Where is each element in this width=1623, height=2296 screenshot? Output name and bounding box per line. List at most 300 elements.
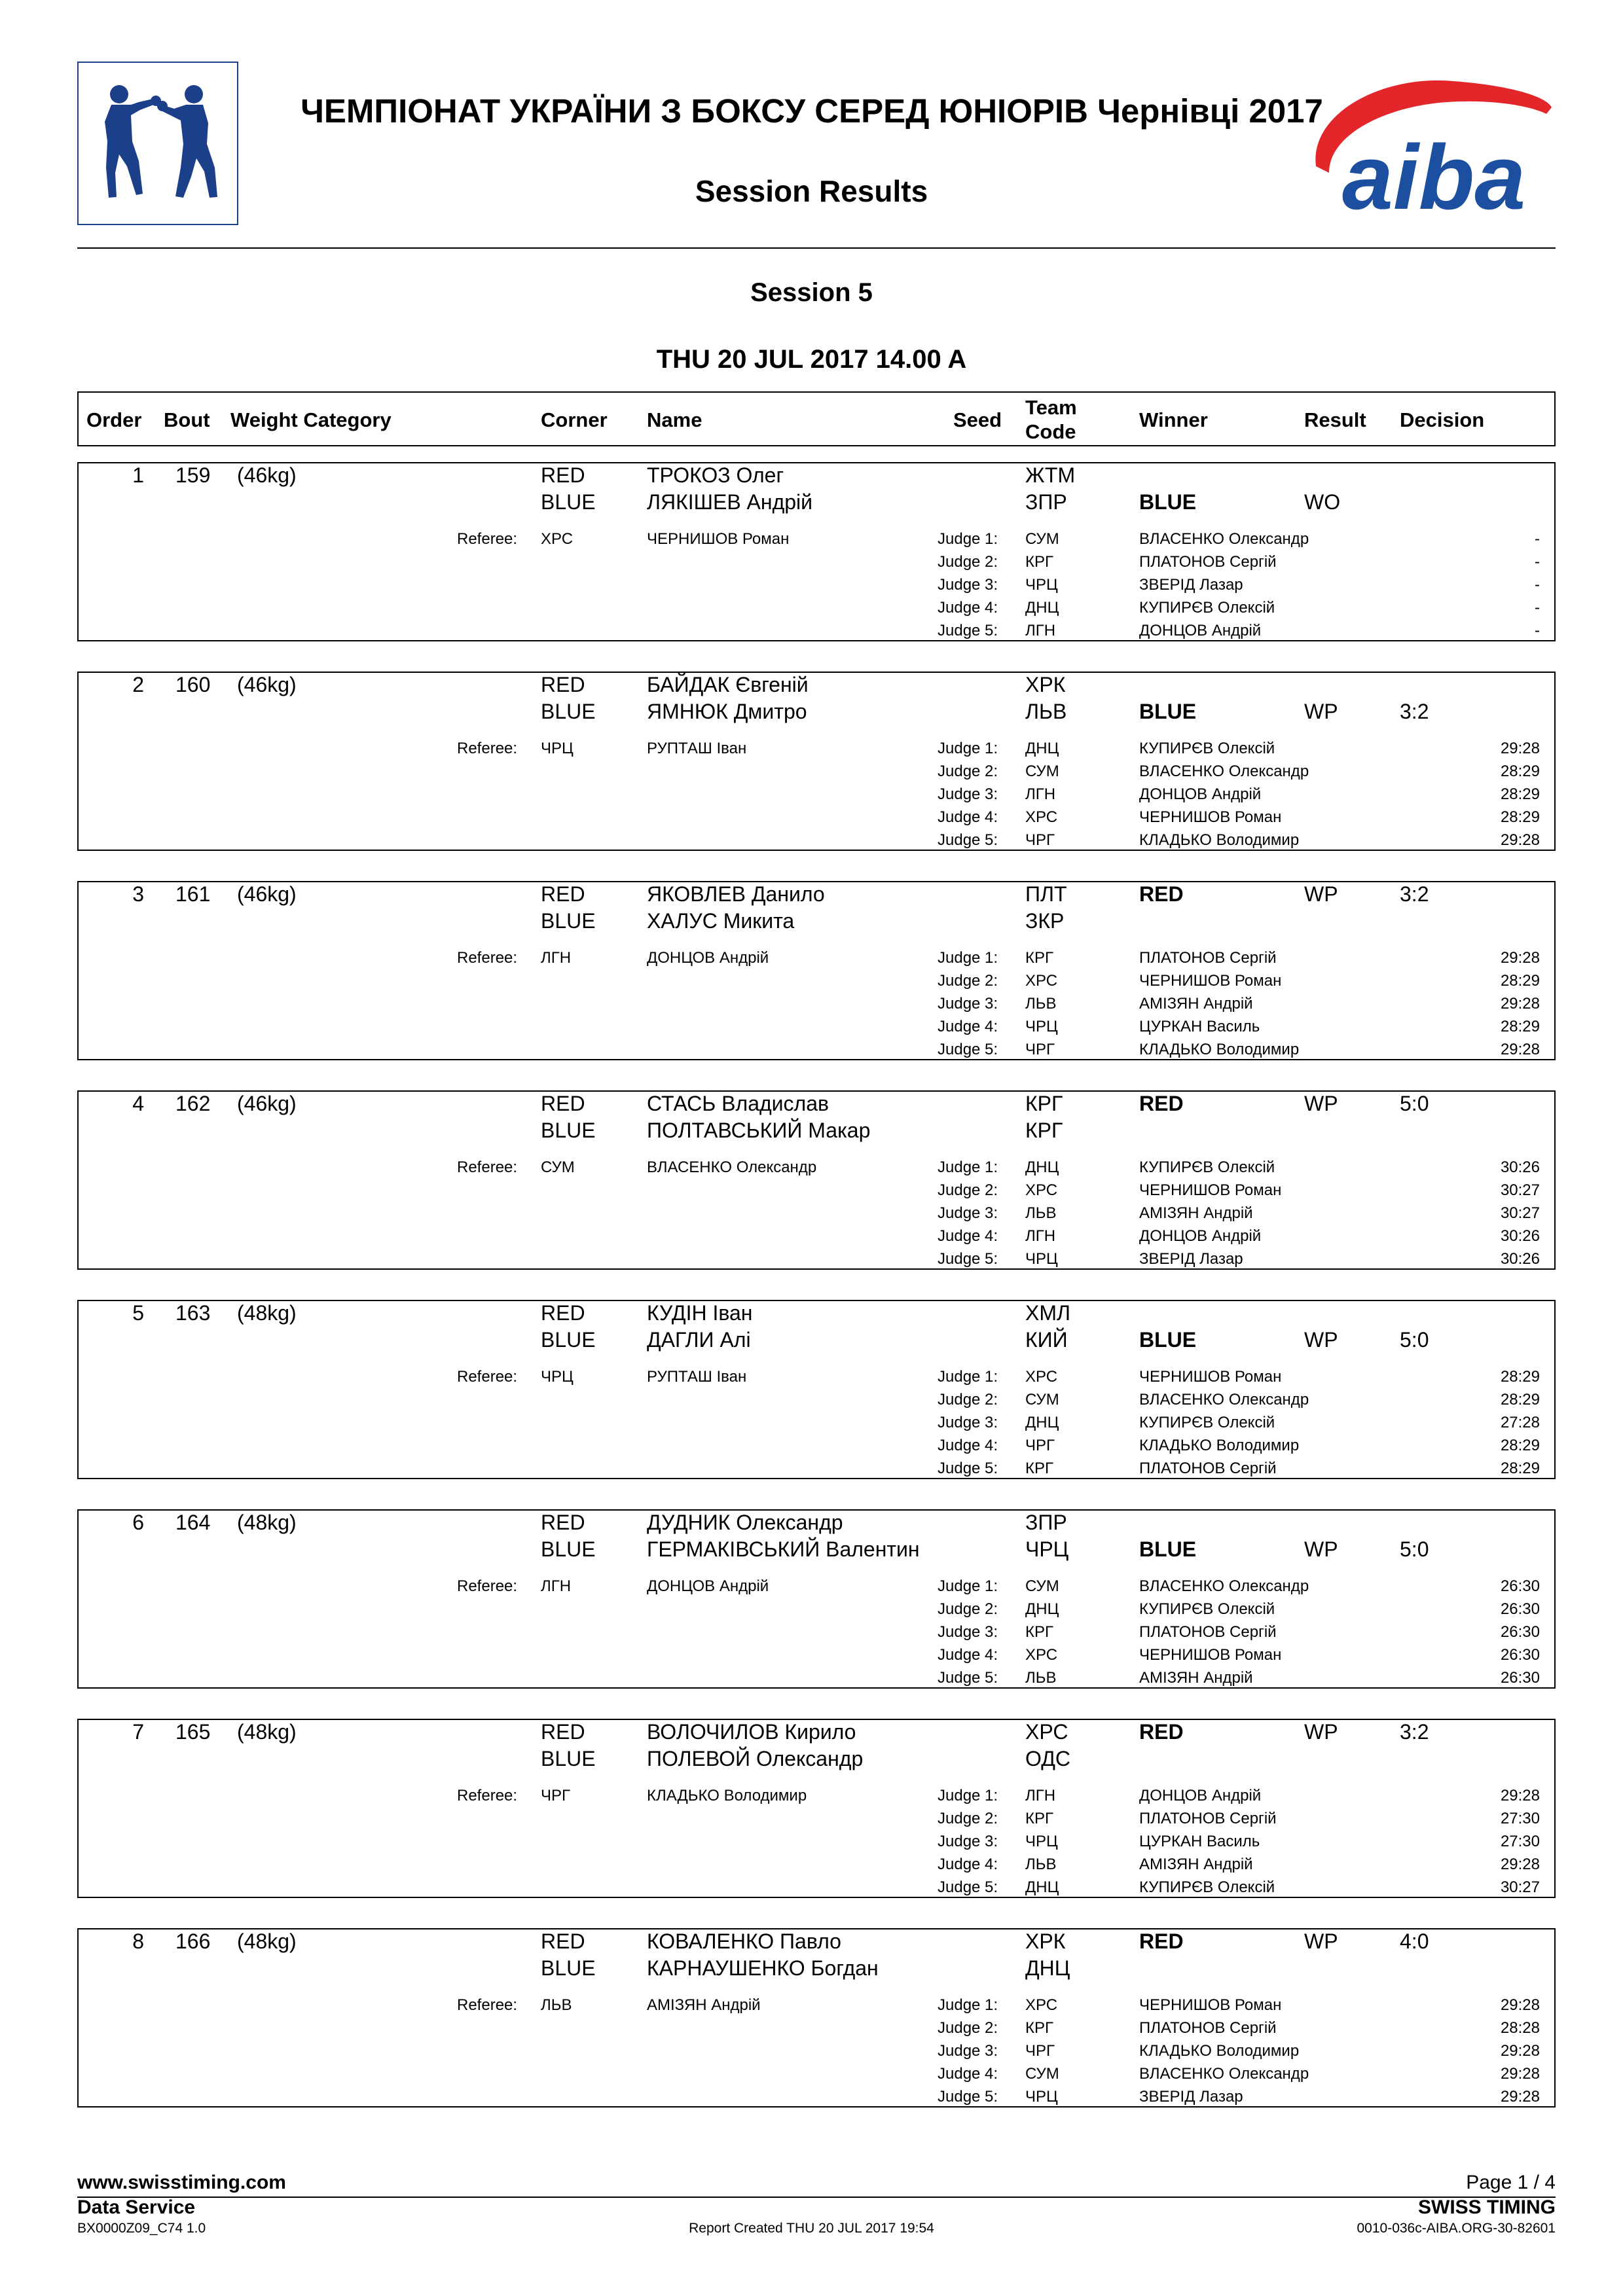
blue-team-code: КИЙ (1025, 1328, 1068, 1352)
red-team-code: КРГ (1025, 1092, 1063, 1115)
corner-blue: BLUE (541, 700, 596, 723)
judge-team: ЧРГ (1025, 1437, 1055, 1454)
judge-score: 29:28 (1500, 740, 1540, 757)
red-team-code: ХРС (1025, 1720, 1068, 1744)
blue-boxer-name: ЛЯКІШЕВ Андрій (647, 490, 813, 514)
judge-team: ДНЦ (1025, 599, 1059, 617)
col-name: Name (647, 408, 702, 431)
judge-team: СУМ (1025, 530, 1059, 548)
judge-score: 28:29 (1500, 1018, 1540, 1035)
bout-number: 161 (175, 882, 211, 906)
red-team-code: ХРК (1025, 673, 1066, 696)
corner-blue: BLUE (541, 909, 596, 933)
judge-label: Judge 3: (938, 785, 998, 803)
footer-url[interactable]: www.swisstiming.com (77, 2172, 286, 2193)
judge-team: СУМ (1025, 1391, 1059, 1408)
judge-team: ЧРЦ (1025, 1250, 1058, 1268)
judge-name: ДОНЦОВ Андрій (1139, 1227, 1262, 1245)
bout-block (77, 672, 1556, 851)
red-boxer-name: ЯКОВЛЕВ Данило (647, 882, 825, 906)
result: WP (1304, 1092, 1338, 1115)
decision: 4:0 (1400, 1929, 1429, 1953)
bout-number: 165 (175, 1720, 211, 1744)
judge-name: ПЛАТОНОВ Сергій (1139, 2019, 1277, 2037)
judge-name: ЗВЕРІД Лазар (1139, 1250, 1243, 1268)
bout-order: 2 (132, 673, 144, 696)
result: WP (1304, 700, 1338, 723)
bout-block (77, 1509, 1556, 1689)
corner-red: RED (541, 673, 585, 696)
red-team-code: ХМЛ (1025, 1301, 1070, 1325)
judge-score: 28:29 (1500, 1437, 1540, 1454)
judge-score: 28:29 (1500, 785, 1540, 803)
red-team-code: ЖТМ (1025, 463, 1076, 487)
judge-score: 29:28 (1500, 949, 1540, 967)
judge-team: ЛЬВ (1025, 1669, 1057, 1687)
bout-weight: (48kg) (237, 1720, 297, 1744)
judge-name: ВЛАСЕНКО Олександр (1139, 1577, 1309, 1595)
col-weight: Weight Category (230, 408, 392, 431)
decision: 5:0 (1400, 1092, 1429, 1115)
judge-label: Judge 2: (938, 553, 998, 571)
referee-team: ЧРЦ (541, 1368, 574, 1386)
blue-team-code: ЧРЦ (1025, 1537, 1069, 1561)
corner-blue: BLUE (541, 1119, 596, 1142)
blue-boxer-name: ЯМНЮК Дмитро (647, 700, 807, 723)
judge-name: ДОНЦОВ Андрій (1139, 785, 1262, 803)
judge-label: Judge 1: (938, 1368, 998, 1386)
referee-team: ЛГН (541, 949, 572, 967)
judge-label: Judge 5: (938, 1041, 998, 1058)
judge-score: 29:28 (1500, 831, 1540, 849)
judge-score: 29:28 (1500, 2088, 1540, 2106)
judge-team: ЛГН (1025, 1787, 1056, 1804)
judge-label: Judge 5: (938, 1250, 998, 1268)
judge-team: ЛЬВ (1025, 995, 1057, 1013)
judge-name: ВЛАСЕНКО Олександр (1139, 530, 1309, 548)
judge-score: 28:29 (1500, 762, 1540, 780)
referee-name: АМІЗЯН Андрій (647, 1996, 761, 2014)
judge-label: Judge 1: (938, 949, 998, 967)
referee-name: ЧЕРНИШОВ Роман (647, 530, 790, 548)
judge-label: Judge 5: (938, 1878, 998, 1896)
judge-label: Judge 2: (938, 1181, 998, 1199)
judge-score: - (1535, 622, 1540, 639)
judge-team: ЧРЦ (1025, 576, 1058, 594)
bout-order: 6 (132, 1511, 144, 1534)
result: WP (1304, 1328, 1338, 1352)
judge-label: Judge 2: (938, 1810, 998, 1827)
judge-team: ЛГН (1025, 1227, 1056, 1245)
bout-number: 162 (175, 1092, 211, 1115)
footer-report-created: Report Created THU 20 JUL 2017 19:54 (689, 2221, 934, 2236)
bout-weight: (48kg) (237, 1301, 297, 1325)
judge-score: 30:26 (1500, 1227, 1540, 1245)
winner: RED (1139, 1092, 1184, 1115)
judge-score: 28:29 (1500, 1368, 1540, 1386)
decision: 3:2 (1400, 882, 1429, 906)
corner-red: RED (541, 1720, 585, 1744)
corner-red: RED (541, 1929, 585, 1953)
judge-label: Judge 2: (938, 1391, 998, 1408)
col-order: Order (86, 408, 142, 431)
bout-weight: (48kg) (237, 1511, 297, 1534)
referee-name: ВЛАСЕНКО Олександр (647, 1158, 817, 1176)
judge-score: - (1535, 530, 1540, 548)
referee-team: ЛГН (541, 1577, 572, 1595)
judge-score: 26:30 (1500, 1646, 1540, 1664)
blue-team-code: ЗКР (1025, 909, 1065, 933)
referee-label: Referee: (457, 530, 518, 548)
judge-team: СУМ (1025, 762, 1059, 780)
judge-label: Judge 2: (938, 1600, 998, 1618)
winner: RED (1139, 1720, 1184, 1744)
judge-team: СУМ (1025, 2065, 1059, 2083)
judge-label: Judge 5: (938, 831, 998, 849)
judge-team: КРГ (1025, 1623, 1053, 1641)
judge-name: АМІЗЯН Андрій (1139, 1204, 1253, 1222)
bout-weight: (48kg) (237, 1929, 297, 1953)
winner: BLUE (1139, 490, 1197, 514)
corner-red: RED (541, 1511, 585, 1534)
judge-team: ДНЦ (1025, 1600, 1059, 1618)
judge-label: Judge 3: (938, 1204, 998, 1222)
blue-team-code: ОДС (1025, 1747, 1070, 1770)
corner-blue: BLUE (541, 1328, 596, 1352)
decision: 5:0 (1400, 1537, 1429, 1561)
blue-boxer-name: КАРНАУШЕНКО Богдан (647, 1956, 879, 1980)
bout-number: 159 (175, 463, 211, 487)
result: WP (1304, 1537, 1338, 1561)
blue-boxer-name: ГЕРМАКІВСЬКИЙ Валентин (647, 1537, 920, 1561)
bout-order: 7 (132, 1720, 144, 1744)
bout-order: 5 (132, 1301, 144, 1325)
judge-score: 29:28 (1500, 1856, 1540, 1873)
bout-block (77, 1928, 1556, 2108)
judge-team: ЧРГ (1025, 1041, 1055, 1058)
red-boxer-name: ВОЛОЧИЛОВ Кирило (647, 1720, 856, 1744)
judge-name: ЧЕРНИШОВ Роман (1139, 1996, 1282, 2014)
judge-name: КУПИРЄВ Олексій (1139, 599, 1275, 617)
judge-name: ВЛАСЕНКО Олександр (1139, 762, 1309, 780)
referee-team: ХРС (541, 530, 574, 548)
referee-name: ДОНЦОВ Андрій (647, 949, 769, 967)
judge-team: ЧРЦ (1025, 1018, 1058, 1035)
judge-team: ХРС (1025, 1181, 1058, 1199)
col-result: Result (1304, 408, 1366, 431)
blue-team-code: ЛЬВ (1025, 700, 1067, 723)
judge-label: Judge 3: (938, 1414, 998, 1431)
table-header (77, 391, 1556, 446)
judge-score: - (1535, 576, 1540, 594)
referee-label: Referee: (457, 1368, 518, 1386)
judge-name: ЗВЕРІД Лазар (1139, 2088, 1243, 2106)
judge-team: КРГ (1025, 1810, 1053, 1827)
bout-order: 1 (132, 463, 144, 487)
corner-red: RED (541, 882, 585, 906)
judge-name: КЛАДЬКО Володимир (1139, 831, 1300, 849)
blue-boxer-name: ДАГЛИ Алі (647, 1328, 751, 1352)
judge-score: 30:27 (1500, 1878, 1540, 1896)
judge-team: ЧРЦ (1025, 2088, 1058, 2106)
corner-blue: BLUE (541, 490, 596, 514)
bout-number: 164 (175, 1511, 211, 1534)
judge-label: Judge 3: (938, 576, 998, 594)
judge-name: КУПИРЄВ Олексій (1139, 1878, 1275, 1896)
red-team-code: ХРК (1025, 1929, 1066, 1953)
judge-label: Judge 4: (938, 2065, 998, 2083)
referee-label: Referee: (457, 740, 518, 757)
judge-label: Judge 2: (938, 2019, 998, 2037)
bout-order: 8 (132, 1929, 144, 1953)
judge-team: ДНЦ (1025, 1158, 1059, 1176)
bout-number: 163 (175, 1301, 211, 1325)
footer-page: Page 1 / 4 (1466, 2172, 1556, 2193)
judge-name: ВЛАСЕНКО Олександр (1139, 1391, 1309, 1408)
corner-blue: BLUE (541, 1956, 596, 1980)
judge-name: ЧЕРНИШОВ Роман (1139, 1368, 1282, 1386)
judge-score: 26:30 (1500, 1623, 1540, 1641)
judge-score: 29:28 (1500, 2065, 1540, 2083)
result: WP (1304, 1929, 1338, 1953)
judge-team: КРГ (1025, 2019, 1053, 2037)
judge-score: 28:29 (1500, 972, 1540, 990)
judge-name: ПЛАТОНОВ Сергій (1139, 553, 1277, 571)
red-boxer-name: ТРОКОЗ Олег (647, 463, 784, 487)
judge-score: 30:26 (1500, 1158, 1540, 1176)
judge-name: АМІЗЯН Андрій (1139, 1856, 1253, 1873)
judge-name: ЦУРКАН Василь (1139, 1018, 1260, 1035)
judge-label: Judge 1: (938, 530, 998, 548)
judge-name: ЧЕРНИШОВ Роман (1139, 1646, 1282, 1664)
col-corner: Corner (541, 408, 608, 431)
footer-doc-code: BX0000Z09_C74 1.0 (77, 2221, 206, 2236)
bout-weight: (46kg) (237, 673, 297, 696)
judge-team: ХРС (1025, 972, 1058, 990)
judge-label: Judge 3: (938, 1833, 998, 1850)
judge-team: КРГ (1025, 1460, 1053, 1477)
bout-weight: (46kg) (237, 1092, 297, 1115)
referee-name: ДОНЦОВ Андрій (647, 1577, 769, 1595)
judge-label: Judge 1: (938, 1787, 998, 1804)
judge-score: 28:29 (1500, 1460, 1540, 1477)
judge-name: КУПИРЄВ Олексій (1139, 1414, 1275, 1431)
judge-label: Judge 4: (938, 1227, 998, 1245)
referee-name: КЛАДЬКО Володимир (647, 1787, 807, 1804)
judge-team: ХРС (1025, 1996, 1058, 2014)
judge-name: АМІЗЯН Андрій (1139, 1669, 1253, 1687)
winner: BLUE (1139, 1328, 1197, 1352)
blue-team-code: ДНЦ (1025, 1956, 1070, 1980)
bout-weight: (46kg) (237, 882, 297, 906)
red-boxer-name: СТАСЬ Владислав (647, 1092, 829, 1115)
bout-block (77, 1090, 1556, 1270)
judge-name: ЧЕРНИШОВ Роман (1139, 1181, 1282, 1199)
judge-label: Judge 5: (938, 622, 998, 639)
decision: 3:2 (1400, 700, 1429, 723)
session-label: Session 5 (750, 278, 873, 307)
referee-label: Referee: (457, 1158, 518, 1176)
judge-label: Judge 4: (938, 1437, 998, 1454)
judge-label: Judge 4: (938, 808, 998, 826)
judge-name: КЛАДЬКО Володимир (1139, 2042, 1300, 2060)
judge-name: ПЛАТОНОВ Сергій (1139, 1623, 1277, 1641)
judge-team: ЛЬВ (1025, 1856, 1057, 1873)
judge-score: 29:28 (1500, 995, 1540, 1013)
referee-label: Referee: (457, 1787, 518, 1804)
judge-label: Judge 4: (938, 1646, 998, 1664)
judge-team: ДНЦ (1025, 740, 1059, 757)
corner-red: RED (541, 1301, 585, 1325)
judge-team: ЛЬВ (1025, 1204, 1057, 1222)
judge-label: Judge 4: (938, 599, 998, 617)
judge-score: 29:28 (1500, 1787, 1540, 1804)
judge-name: КУПИРЄВ Олексій (1139, 1600, 1275, 1618)
judge-label: Judge 1: (938, 740, 998, 757)
bout-number: 166 (175, 1929, 211, 1953)
judge-team: ЧРГ (1025, 2042, 1055, 2060)
red-team-code: ПЛТ (1025, 882, 1067, 906)
judge-label: Judge 2: (938, 762, 998, 780)
winner: RED (1139, 1929, 1184, 1953)
decision: 5:0 (1400, 1328, 1429, 1352)
bout-number: 160 (175, 673, 211, 696)
judge-team: ЛГН (1025, 622, 1056, 639)
judge-label: Judge 4: (938, 1018, 998, 1035)
judge-name: ЧЕРНИШОВ Роман (1139, 808, 1282, 826)
judge-team: ЧРЦ (1025, 1833, 1058, 1850)
judge-label: Judge 4: (938, 1856, 998, 1873)
judge-team: ЛГН (1025, 785, 1056, 803)
bout-block (77, 1300, 1556, 1479)
judge-name: КУПИРЄВ Олексій (1139, 1158, 1275, 1176)
red-boxer-name: КУДІН Іван (647, 1301, 753, 1325)
judge-score: 26:30 (1500, 1577, 1540, 1595)
judge-name: ВЛАСЕНКО Олександр (1139, 2065, 1309, 2083)
judge-score: 27:30 (1500, 1833, 1540, 1850)
judge-label: Judge 3: (938, 1623, 998, 1641)
aiba-logo-text: aiba (1342, 126, 1526, 219)
winner: BLUE (1139, 1537, 1197, 1561)
judge-team: ДНЦ (1025, 1878, 1059, 1896)
col-bout: Bout (164, 408, 210, 431)
red-boxer-name: БАЙДАК Євгеній (647, 673, 809, 696)
judge-score: - (1535, 599, 1540, 617)
judge-score: 28:28 (1500, 2019, 1540, 2037)
judge-score: 26:30 (1500, 1669, 1540, 1687)
referee-label: Referee: (457, 1577, 518, 1595)
result: WP (1304, 882, 1338, 906)
page-title: ЧЕМПІОНАТ УКРАЇНИ З БОКСУ СЕРЕД ЮНІОРІВ Чернівці 2017 (301, 92, 1323, 130)
col-team-code: Team Code (1025, 396, 1077, 443)
judge-score: 27:28 (1500, 1414, 1540, 1431)
judge-label: Judge 2: (938, 972, 998, 990)
judge-label: Judge 5: (938, 1460, 998, 1477)
judge-name: ПЛАТОНОВ Сергій (1139, 949, 1277, 967)
judge-score: 26:30 (1500, 1600, 1540, 1618)
judge-team: КРГ (1025, 949, 1053, 967)
judge-team: ХРС (1025, 1368, 1058, 1386)
judge-score: 27:30 (1500, 1810, 1540, 1827)
bout-block (77, 881, 1556, 1060)
winner: BLUE (1139, 700, 1197, 723)
bout-block (77, 1719, 1556, 1898)
judge-score: - (1535, 553, 1540, 571)
bout-weight: (46kg) (237, 463, 297, 487)
judge-name: КЛАДЬКО Володимир (1139, 1437, 1300, 1454)
judge-label: Judge 1: (938, 1577, 998, 1595)
result: WP (1304, 1720, 1338, 1744)
footer-swiss-timing: SWISS TIMING (1418, 2197, 1556, 2218)
judge-label: Judge 5: (938, 1669, 998, 1687)
judge-score: 29:28 (1500, 1041, 1540, 1058)
judge-name: ЦУРКАН Василь (1139, 1833, 1260, 1850)
blue-boxer-name: ПОЛТАВСЬКИЙ Макар (647, 1119, 871, 1142)
referee-name: РУПТАШ Іван (647, 740, 747, 757)
judge-team: ХРС (1025, 1646, 1058, 1664)
blue-team-code: ЗПР (1025, 490, 1067, 514)
judge-name: ДОНЦОВ Андрій (1139, 1787, 1262, 1804)
referee-label: Referee: (457, 949, 518, 967)
judge-team: ЧРГ (1025, 831, 1055, 849)
judge-label: Judge 1: (938, 1158, 998, 1176)
judge-team: КРГ (1025, 553, 1053, 571)
decision: 3:2 (1400, 1720, 1429, 1744)
judge-score: 28:29 (1500, 808, 1540, 826)
col-decision: Decision (1400, 408, 1485, 431)
blue-boxer-name: ХАЛУС Микита (647, 909, 795, 933)
red-boxer-name: КОВАЛЕНКО Павло (647, 1929, 841, 1953)
footer-data-service: Data Service (77, 2197, 196, 2218)
judge-score: 29:28 (1500, 2042, 1540, 2060)
judge-name: ДОНЦОВ Андрій (1139, 622, 1262, 639)
judge-name: ЧЕРНИШОВ Роман (1139, 972, 1282, 990)
judge-score: 29:28 (1500, 1996, 1540, 2014)
judge-label: Judge 3: (938, 2042, 998, 2060)
corner-red: RED (541, 463, 585, 487)
session-datetime: THU 20 JUL 2017 14.00 A (656, 345, 967, 374)
judge-label: Judge 5: (938, 2088, 998, 2106)
judge-name: ПЛАТОНОВ Сергій (1139, 1810, 1277, 1827)
judge-team: ДНЦ (1025, 1414, 1059, 1431)
col-winner: Winner (1139, 408, 1208, 431)
blue-boxer-name: ПОЛЕВОЙ Олександр (647, 1747, 864, 1770)
referee-label: Referee: (457, 1996, 518, 2014)
result: WO (1304, 490, 1341, 514)
red-team-code: ЗПР (1025, 1511, 1067, 1534)
referee-name: РУПТАШ Іван (647, 1368, 747, 1386)
col-seed: Seed (953, 408, 1002, 431)
referee-team: ЧРЦ (541, 740, 574, 757)
judge-score: 30:26 (1500, 1250, 1540, 1268)
corner-blue: BLUE (541, 1747, 596, 1770)
judge-score: 30:27 (1500, 1204, 1540, 1222)
bout-order: 4 (132, 1092, 144, 1115)
bout-order: 3 (132, 882, 144, 906)
winner: RED (1139, 882, 1184, 906)
red-boxer-name: ДУДНИК Олександр (647, 1511, 843, 1534)
blue-team-code: КРГ (1025, 1119, 1063, 1142)
judge-name: КУПИРЄВ Олексій (1139, 740, 1275, 757)
judge-team: ХРС (1025, 808, 1058, 826)
bout-block (77, 462, 1556, 641)
header-divider (77, 247, 1556, 249)
page-subtitle: Session Results (695, 174, 928, 208)
judge-name: ПЛАТОНОВ Сергій (1139, 1460, 1277, 1477)
judge-name: АМІЗЯН Андрій (1139, 995, 1253, 1013)
referee-team: СУМ (541, 1158, 575, 1176)
corner-blue: BLUE (541, 1537, 596, 1561)
